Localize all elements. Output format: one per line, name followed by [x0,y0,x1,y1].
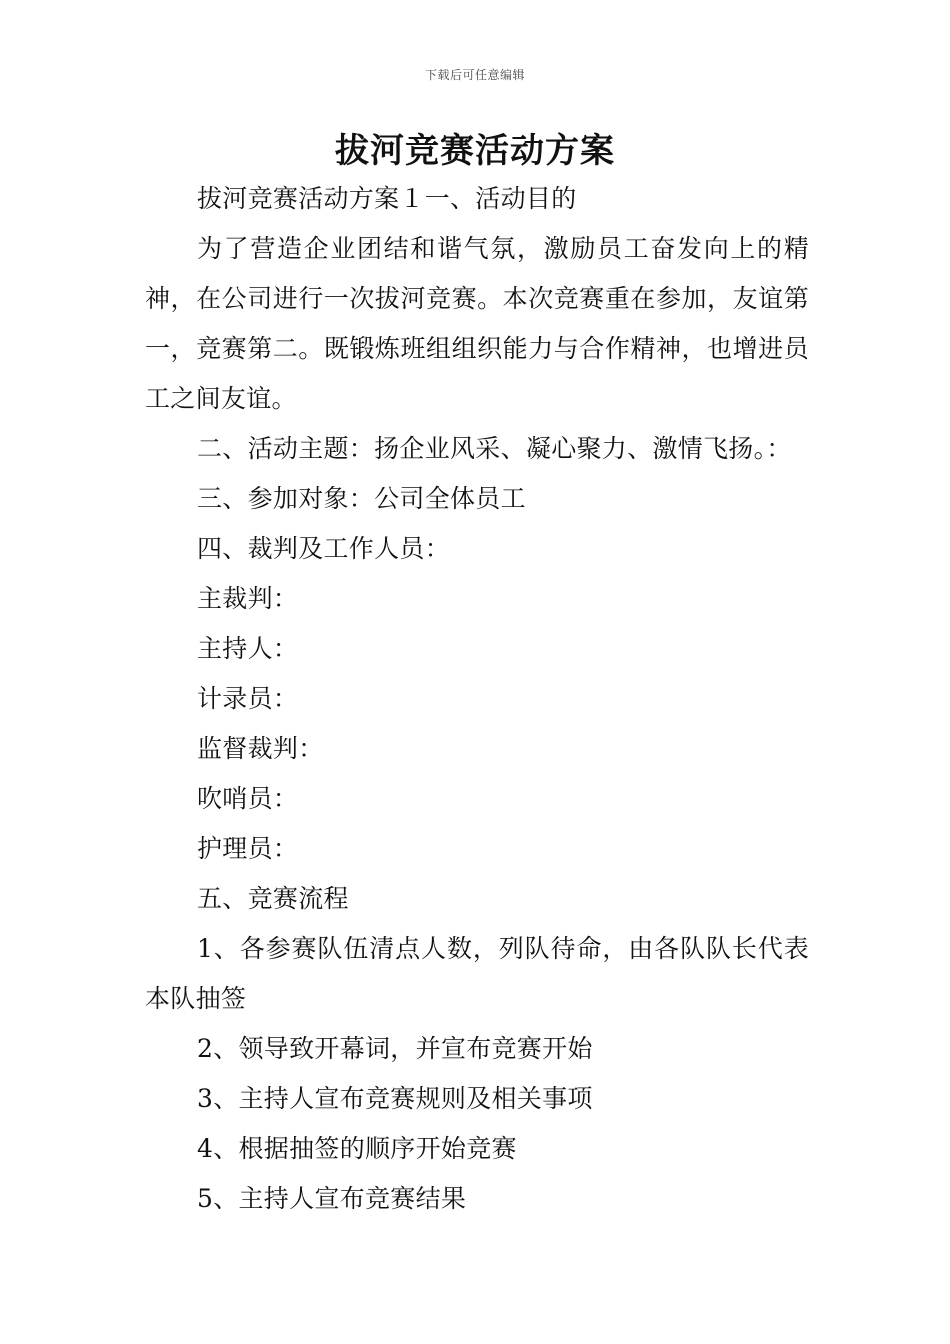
paragraph-chief-referee: 主裁判： [197,584,299,613]
paragraph-supervising-referee: 监督裁判： [197,734,324,763]
paragraph-step-3: 3、主持人宣布竞赛规则及相关事项 [197,1084,593,1113]
paragraph-process-heading: 五、竞赛流程 [197,884,349,913]
paragraph-step-4: 4、根据抽签的顺序开始竞赛 [197,1134,517,1163]
paragraph-intro-heading: 拔河竞赛活动方案１一、活动目的 [197,184,577,213]
paragraph-recorder: 计录员： [197,684,299,713]
paragraph-nurse: 护理员： [197,834,299,863]
paragraph-staff-heading: 四、裁判及工作人员： [197,534,451,563]
document-body [145,174,809,1224]
header-note: 下载后可任意编辑 [424,68,525,82]
paragraph-host: 主持人： [197,634,299,663]
paragraph-whistler: 吹哨员： [197,784,299,813]
paragraph-theme: 二、活动主题：扬企业风采、凝心聚力、激情飞扬。： [197,434,792,463]
paragraph-step-5: 5、主持人宣布竞赛结果 [197,1184,467,1213]
paragraph-step-1: 1、各参赛队伍清点人数，列队待命，由各队队长代表本队抽签 [145,934,809,1013]
document-title: 拔河竞赛活动方案 [335,131,615,171]
paragraph-purpose: 为了营造企业团结和谐气氛，激励员工奋发向上的精神，在公司进行一次拔河竞赛。本次竞赛重在参加，友谊第一，竞赛第二。既锻炼班组组织能力与合作精神，也增进员工之间友谊。 [145,234,809,413]
paragraph-participants: 三、参加对象：公司全体员工 [197,484,526,513]
paragraph-step-2: 2、领导致开幕词，并宣布竞赛开始 [197,1034,593,1063]
